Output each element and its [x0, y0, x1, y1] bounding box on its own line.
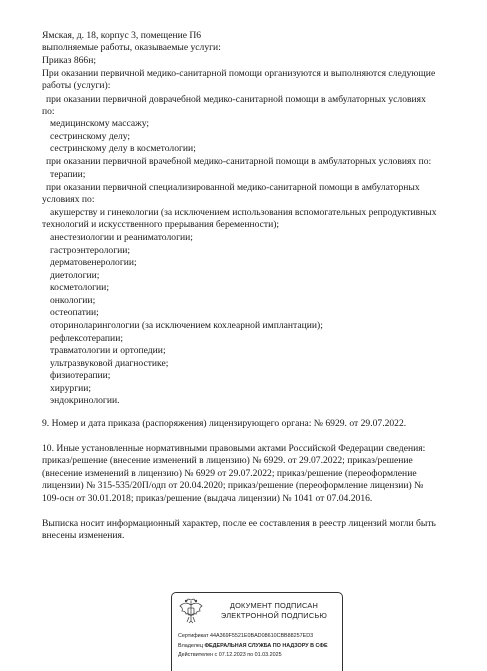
stamp-title-line: ЭЛЕКТРОННОЙ ПОДПИСЬЮ — [220, 611, 328, 620]
text-line: при оказании первичной врачебной медико-санитарной помощи в амбулаторных условиях по: — [46, 156, 432, 167]
list-item: анестезиологии и реаниматологии; — [50, 232, 193, 243]
list-item: косметологии; — [50, 282, 109, 293]
list-item: акушерству и гинекологии (за исключением использования вспомогательных репродуктивных — [50, 207, 437, 218]
list-item: сестринскому делу; — [50, 131, 131, 142]
list-item: ультразвуковой диагностике; — [50, 358, 169, 369]
list-item: оториноларингологии (за исключением кохлеарной имплантации); — [50, 320, 323, 331]
text-line: (внесение изменений в лицензию) № 6929 от 29.07.2022; приказ/решение (переоформление — [42, 468, 417, 479]
text-line: внесены изменения. — [42, 530, 125, 541]
list-item: физиотерапии; — [50, 370, 111, 381]
validity-row: Действителен с 07.12.2023 по 01.03.2025 — [178, 652, 282, 658]
list-item: дерматовенерологии; — [50, 257, 137, 268]
list-item: рефлексотерапии; — [50, 333, 123, 344]
list-item: терапии; — [50, 169, 86, 180]
text-line: При оказании первичной медико-санитарной помощи организуются и выполняются следующие — [42, 68, 436, 79]
list-item: эндокринологии. — [50, 395, 120, 406]
text-line: 10. Иные установленные нормативными правовыми актами Российской Федерации сведения: — [42, 443, 426, 454]
certificate-row — [178, 633, 313, 640]
order-number-line: 9. Номер и дата приказа (распоряжения) лицензирующего органа: № 6929. от 29.07.2022. — [42, 418, 407, 429]
text-line: Ямская, д. 18, корпус 3, помещение П6 — [42, 30, 202, 41]
text-line: лицензии) № 315-535/20П/одп от 20.04.2020; приказ/решение (переоформление лицензии) № — [42, 480, 424, 491]
list-item: травматологии и ортопедии; — [50, 345, 166, 356]
electronic-signature-stamp — [171, 592, 343, 671]
text-line: работы (услуги): — [42, 80, 111, 91]
list-item: сестринскому делу в косметологии; — [50, 143, 196, 154]
text-line: Выписка носит информационный характер, после ее составления в реестр лицензий могли быть — [42, 518, 436, 529]
text-line: по: — [42, 106, 55, 117]
stamp-title — [206, 601, 342, 621]
owner-row — [178, 643, 328, 650]
list-item: хирургии; — [50, 383, 92, 394]
text-line: условиях по: — [42, 194, 95, 205]
coat-of-arms-icon — [178, 597, 204, 625]
owner-value: ФЕДЕРАЛЬНАЯ СЛУЖБА ПО НАДЗОРУ В СФЕ — [204, 643, 328, 649]
text-line: при оказании первичной доврачебной медико-санитарной помощи в амбулаторных условиях — [46, 94, 426, 105]
text-line: при оказании первичной специализированной медико-санитарной помощи в амбулаторных — [46, 182, 420, 193]
certificate-value: 44A369F5521E0BAD08610CBB88257ED3 — [210, 633, 314, 639]
list-item: медицинскому массажу; — [50, 118, 150, 129]
text-line: технологий и искусственного прерывания беременности); — [42, 219, 280, 230]
list-item: диетологии; — [50, 270, 100, 281]
list-item: остеопатии; — [50, 307, 99, 318]
text-line: Приказ 866н; — [42, 55, 97, 66]
text-line: 109-осн от 30.01.2018; приказ/решение (выдача лицензии) № 1041 от 07.04.2016. — [42, 493, 373, 504]
certificate-label: Сертификат — [178, 633, 209, 639]
stamp-title-line: ДОКУМЕНТ ПОДПИСАН — [229, 601, 319, 610]
text-line: приказ/решение (внесение изменений в лицензию) № 6929. от 29.07.2022; приказ/решение — [42, 455, 413, 466]
list-item: онкологии; — [50, 295, 96, 306]
owner-label: Владелец — [178, 643, 203, 649]
text-line: выполняемые работы, оказываемые услуги: — [42, 42, 221, 53]
list-item: гастроэнтерологии; — [50, 245, 131, 256]
